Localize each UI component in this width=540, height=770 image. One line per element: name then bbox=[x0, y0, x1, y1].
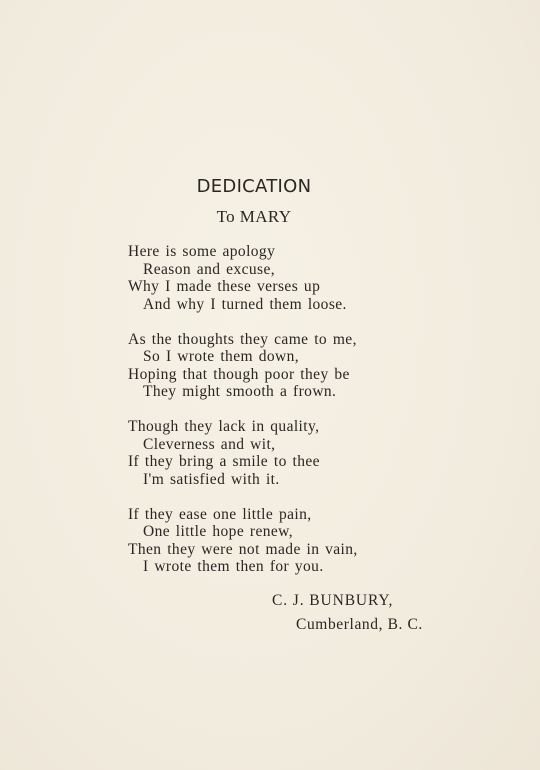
poem-line: I'm satisfied with it. bbox=[143, 470, 280, 488]
poem-line: Hoping that though poor they be bbox=[128, 365, 350, 383]
poem bbox=[128, 243, 358, 593]
poem-line: Then they were not made in vain, bbox=[128, 540, 358, 558]
dedication-recipient: To MARY bbox=[216, 207, 292, 226]
stanza-1 bbox=[128, 243, 358, 313]
author-signature: C. J. BUNBURY, bbox=[272, 592, 394, 609]
stanza-3 bbox=[128, 418, 358, 488]
poem-line: Cleverness and wit, bbox=[143, 435, 276, 453]
page-title: DEDICATION bbox=[196, 176, 312, 197]
poem-line: One little hope renew, bbox=[143, 523, 294, 540]
poem-line: They might smooth a frown. bbox=[143, 383, 337, 400]
poem-line: Reason and excuse, bbox=[143, 260, 276, 278]
poem-line: As the thoughts they came to me, bbox=[128, 330, 357, 348]
poem-line: And why I turned them loose. bbox=[143, 295, 347, 313]
poem-line: So I wrote them down, bbox=[143, 348, 300, 365]
poem-line: If they ease one little pain, bbox=[128, 505, 312, 523]
poem-line: Here is some apology bbox=[128, 243, 276, 260]
author-location: Cumberland, B. C. bbox=[296, 616, 423, 633]
poem-line: Why I made these verses up bbox=[128, 278, 321, 295]
poem-line: If they bring a smile to thee bbox=[128, 453, 320, 470]
stanza-4 bbox=[128, 506, 358, 576]
stanza-2 bbox=[128, 331, 358, 401]
poem-line: Though they lack in quality, bbox=[128, 418, 320, 435]
poem-line: I wrote them then for you. bbox=[143, 558, 324, 575]
